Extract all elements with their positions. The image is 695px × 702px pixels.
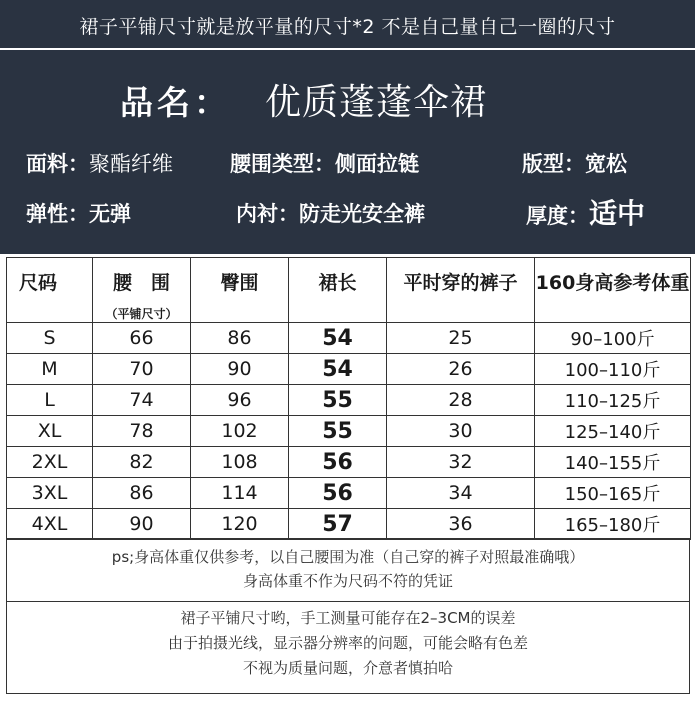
cell-length: 57	[289, 509, 387, 540]
cell-pants: 34	[387, 478, 535, 509]
table-row	[7, 323, 691, 354]
table-header-row	[7, 258, 691, 323]
attr-thickness	[526, 192, 645, 232]
attr-fabric	[26, 148, 173, 178]
header-weight: 160身高参考体重	[535, 258, 691, 323]
header-waist	[93, 258, 191, 323]
cell-pants: 36	[387, 509, 535, 540]
table-row	[7, 478, 691, 509]
size-table	[6, 257, 691, 540]
cell-hip: 108	[191, 447, 289, 478]
divider	[0, 48, 695, 50]
attr-lining-label: 内衬：	[236, 202, 299, 226]
note-line: 身高体重不作为尺码不符的凭证	[242, 572, 453, 590]
notes-section	[6, 538, 690, 694]
cell-weight: 125–140斤	[535, 416, 691, 447]
cell-weight: 90–100斤	[535, 323, 691, 354]
note-line: 裙子平铺尺寸哟，手工测量可能存在2–3CM的误差	[180, 609, 516, 627]
cell-length: 56	[289, 447, 387, 478]
product-name: 优质蓬蓬伞裙	[265, 82, 488, 123]
cell-size: XL	[7, 416, 93, 447]
note-line: 由于拍摄光线，显示器分辨率的问题，可能会略有色差	[167, 634, 528, 652]
product-title	[120, 74, 487, 125]
header-banner	[0, 0, 695, 254]
header-waist-sub: （平铺尺寸）	[105, 307, 178, 321]
cell-pants: 25	[387, 323, 535, 354]
cell-size: L	[7, 385, 93, 416]
reference-note	[7, 539, 689, 602]
cell-waist: 86	[93, 478, 191, 509]
note-line: ps;身高体重仅供参考，以自己腰围为准（自己穿的裤子对照最准确哦）	[111, 548, 585, 566]
cell-pants: 28	[387, 385, 535, 416]
attr-fabric-value: 聚酯纤维	[89, 152, 173, 176]
cell-size: 4XL	[7, 509, 93, 540]
table-row	[7, 385, 691, 416]
attr-waist-type-value: 侧面拉链	[335, 152, 419, 176]
cell-pants: 26	[387, 354, 535, 385]
attr-elasticity-label: 弹性：	[26, 202, 89, 226]
measurement-note: 裙子平铺尺寸就是放平量的尺寸*2 不是自己量自己一圈的尺寸	[79, 16, 616, 38]
table-row	[7, 416, 691, 447]
cell-length: 55	[289, 385, 387, 416]
cell-size: 2XL	[7, 447, 93, 478]
header-hip: 臀围	[191, 258, 289, 323]
attr-fit-label: 版型：	[522, 152, 585, 176]
cell-waist: 74	[93, 385, 191, 416]
cell-pants: 30	[387, 416, 535, 447]
header-size: 尺码	[7, 258, 93, 323]
cell-waist: 66	[93, 323, 191, 354]
cell-weight: 100–110斤	[535, 354, 691, 385]
cell-length: 54	[289, 323, 387, 354]
cell-hip: 120	[191, 509, 289, 540]
attr-waist-type	[230, 148, 419, 178]
cell-length: 55	[289, 416, 387, 447]
cell-size: M	[7, 354, 93, 385]
attr-fit	[522, 148, 627, 178]
cell-weight: 110–125斤	[535, 385, 691, 416]
cell-hip: 96	[191, 385, 289, 416]
cell-waist: 70	[93, 354, 191, 385]
attr-elasticity-value: 无弹	[89, 202, 131, 226]
header-length: 裙长	[289, 258, 387, 323]
product-label: 品名：	[120, 83, 231, 122]
attr-lining-value: 防走光安全裤	[299, 202, 425, 226]
table-row	[7, 447, 691, 478]
cell-size: 3XL	[7, 478, 93, 509]
header-pants: 平时穿的裤子	[387, 258, 535, 323]
table-row	[7, 509, 691, 540]
cell-length: 54	[289, 354, 387, 385]
cell-weight: 140–155斤	[535, 447, 691, 478]
attr-lining	[236, 198, 425, 228]
cell-hip: 90	[191, 354, 289, 385]
attr-fit-value: 宽松	[585, 152, 627, 176]
table-row	[7, 354, 691, 385]
measurement-disclaimer	[7, 602, 689, 681]
cell-waist: 78	[93, 416, 191, 447]
attr-thickness-label: 厚度：	[526, 204, 589, 228]
cell-hip: 114	[191, 478, 289, 509]
note-line: 不视为质量问题，介意者慎拍哈	[242, 659, 453, 677]
cell-weight: 165–180斤	[535, 509, 691, 540]
cell-waist: 90	[93, 509, 191, 540]
attr-thickness-value: 适中	[589, 197, 646, 230]
attr-elasticity	[26, 198, 131, 228]
cell-hip: 86	[191, 323, 289, 354]
attr-fabric-label: 面料：	[26, 152, 89, 176]
cell-length: 56	[289, 478, 387, 509]
cell-weight: 150–165斤	[535, 478, 691, 509]
cell-size: S	[7, 323, 93, 354]
cell-hip: 102	[191, 416, 289, 447]
cell-waist: 82	[93, 447, 191, 478]
header-waist-label: 腰 围	[112, 272, 170, 294]
cell-pants: 32	[387, 447, 535, 478]
attr-waist-type-label: 腰围类型：	[230, 152, 335, 176]
